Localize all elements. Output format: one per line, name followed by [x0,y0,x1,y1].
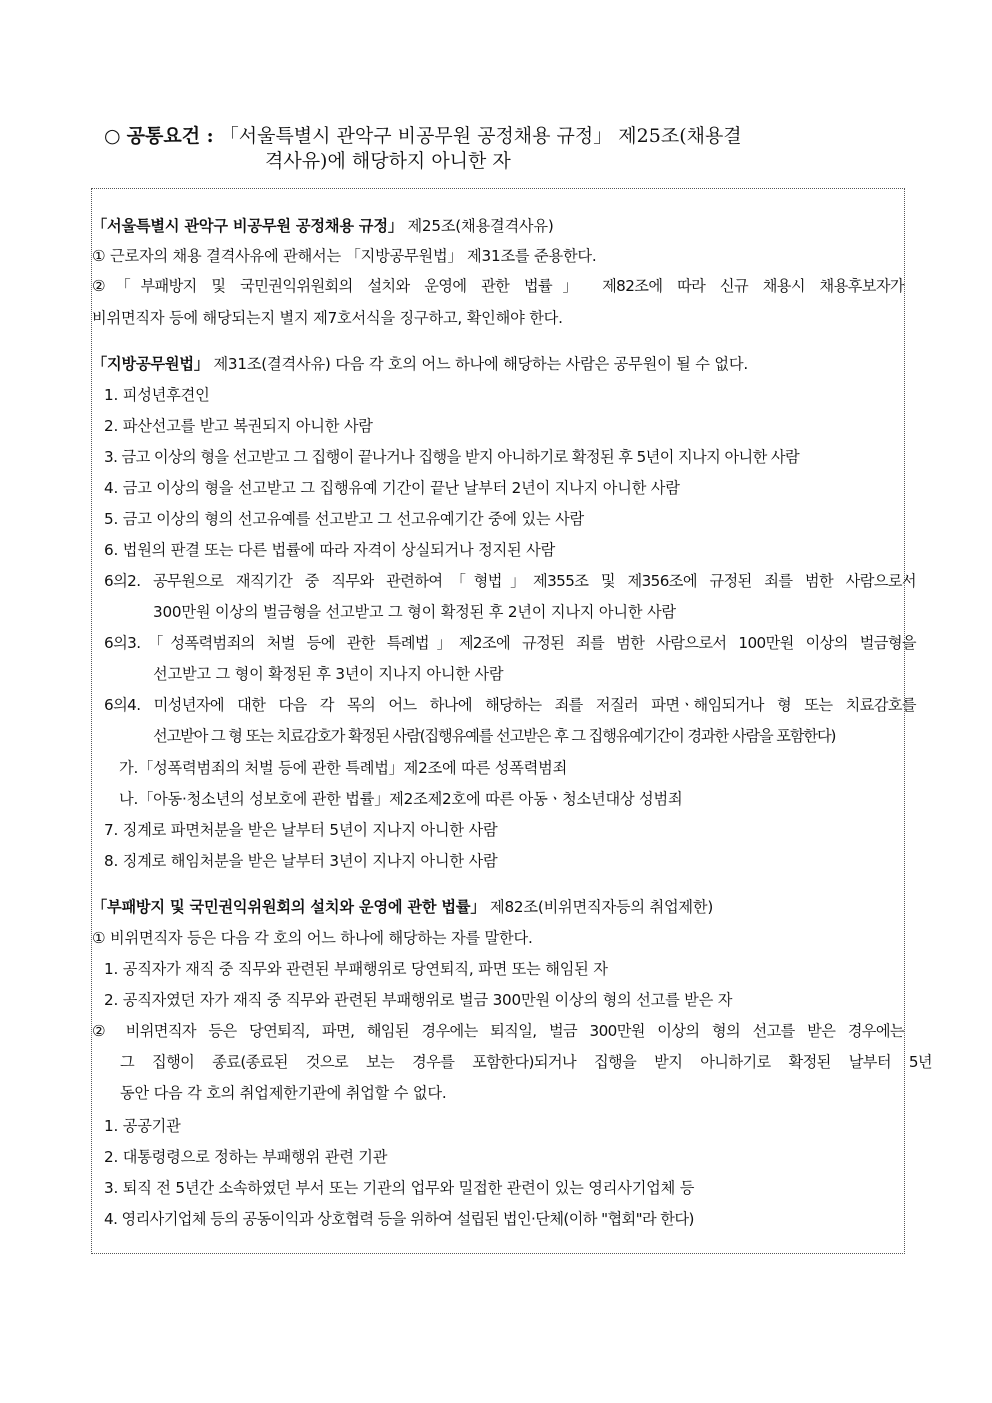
law31-item: 1. 피성년후견인 [104,386,210,404]
law31-item: 2. 파산선고를 받고 복권되지 아니한 사람 [104,417,373,435]
law82-para-1-item: 1. 공직자가 재직 중 직무와 관련된 부패행위로 당연퇴직, 파면 또는 해임된 자 [104,960,608,978]
law31-item: 6의4. 미성년자에 대한 다음 각 목의 어느 하나에 해당하는 죄를 저질러 파면ㆍ해임되거나 형 또는 치료감호를 [104,696,916,714]
law31-item: 6의2. 공무원으로 재직기간 중 직무와 관련하여「형법」제355조 및 제356조에 규정된 죄를 범한 사람으로서 [104,572,916,590]
heading-line-1: 「서울특별시 관악구 비공무원 공정채용 규정」 제25조(채용결 [219,125,742,147]
law31-item: 5. 금고 이상의 형의 선고유예를 선고받고 그 선고유예기간 중에 있는 사람 [104,510,585,528]
heading-bullet: ○ [104,125,121,147]
rule25-para-1: ① 근로자의 채용 결격사유에 관해서는 「지방공무원법」 제31조를 준용한다. [92,247,597,265]
law82-para-2-line-2: 그 집행이 종료(종료된 것으로 보는 경우를 포함한다)되거나 집행을 받지 아니하기로 확정된 날부터 5년 [120,1053,932,1071]
requirement-heading [104,124,904,174]
law31-item-continued: 300만원 이상의 벌금형을 선고받고 그 형이 확정된 후 2년이 지나지 아니한 사람 [153,603,676,621]
law31-item-continued: 선고받아 그 형 또는 치료감호가 확정된 사람(집행유예를 선고받은 후 그 집행유예기간이 경과한 사람을 포함한다) [153,727,836,745]
law31-title: 「지방공무원법」 제31조(결격사유) 다음 각 호의 어느 하나에 해당하는 사람은 공무원이 될 수 없다. [92,355,748,373]
heading-line-2: 격사유)에 해당하지 아니한 자 [265,150,511,172]
law31-item: 6. 법원의 판결 또는 다른 법률에 따라 자격이 상실되거나 정지된 사람 [104,541,556,559]
law82-para-2-line-3: 동안 다음 각 호의 취업제한기관에 취업할 수 없다. [120,1084,447,1102]
law31-item: 8. 징계로 해임처분을 받은 날부터 3년이 지나지 아니한 사람 [104,852,498,870]
law31-item-continued: 선고받고 그 형이 확정된 후 3년이 지나지 아니한 사람 [153,665,504,683]
law82-title: 「부패방지 및 국민권익위원회의 설치와 운영에 관한 법률」 제82조(비위면직자등의 취업제한) [92,898,714,916]
law31-subitem: 나.「아동·청소년의 성보호에 관한 법률」제2조제2호에 따른 아동ㆍ청소년대상 성범죄 [119,790,683,808]
rule25-para-2-line-1: ②「부패방지 및 국민권익위원회의 설치와 운영에 관한 법률」 제82조에 따라 신규 채용시 채용후보자가 [92,277,904,295]
law31-item: 6의3.「성폭력범죄의 처벌 등에 관한 특례법」제2조에 규정된 죄를 범한 사람으로서 100만원 이상의 벌금형을 [104,634,916,652]
law82-para-1-item: 2. 공직자였던 자가 재직 중 직무와 관련된 부패행위로 벌금 300만원 이상의 형의 선고를 받은 자 [104,991,733,1009]
law82-para-2-item: 4. 영리사기업체 등의 공동이익과 상호협력 등을 위하여 설립된 법인·단체(이하 "협회"라 한다) [104,1210,694,1228]
law82-para-2-item: 3. 퇴직 전 5년간 소속하였던 부서 또는 기관의 업무와 밀접한 관련이 있는 영리사기업체 등 [104,1179,695,1197]
rule25-title: 「서울특별시 관악구 비공무원 공정채용 규정」 제25조(채용결격사유) [92,217,554,235]
law31-subitem: 가.「성폭력범죄의 처벌 등에 관한 특례법」제2조에 따른 성폭력범죄 [119,759,568,777]
rule25-para-2-line-2: 비위면직자 등에 해당되는지 별지 제7호서식을 징구하고, 확인해야 한다. [92,309,563,327]
law31-item: 7. 징계로 파면처분을 받은 날부터 5년이 지나지 아니한 사람 [104,821,498,839]
law31-item: 4. 금고 이상의 형을 선고받고 그 집행유예 기간이 끝난 날부터 2년이 지나지 아니한 사람 [104,479,680,497]
law82-para-2-item: 1. 공공기관 [104,1117,181,1135]
heading-label: 공통요건 : [126,125,214,147]
law82-para-2-line-1: ② 비위면직자 등은 당연퇴직, 파면, 해임된 경우에는 퇴직일, 벌금 300만원 이상의 형의 선고를 받은 경우에는 [92,1022,904,1040]
law31-item: 3. 금고 이상의 형을 선고받고 그 집행이 끝나거나 집행을 받지 아니하기로 확정된 후 5년이 지나지 아니한 사람 [104,448,800,466]
law82-para-2-item: 2. 대통령령으로 정하는 부패행위 관련 기관 [104,1148,388,1166]
law82-para-1: ① 비위면직자 등은 다음 각 호의 어느 하나에 해당하는 자를 말한다. [92,929,533,947]
